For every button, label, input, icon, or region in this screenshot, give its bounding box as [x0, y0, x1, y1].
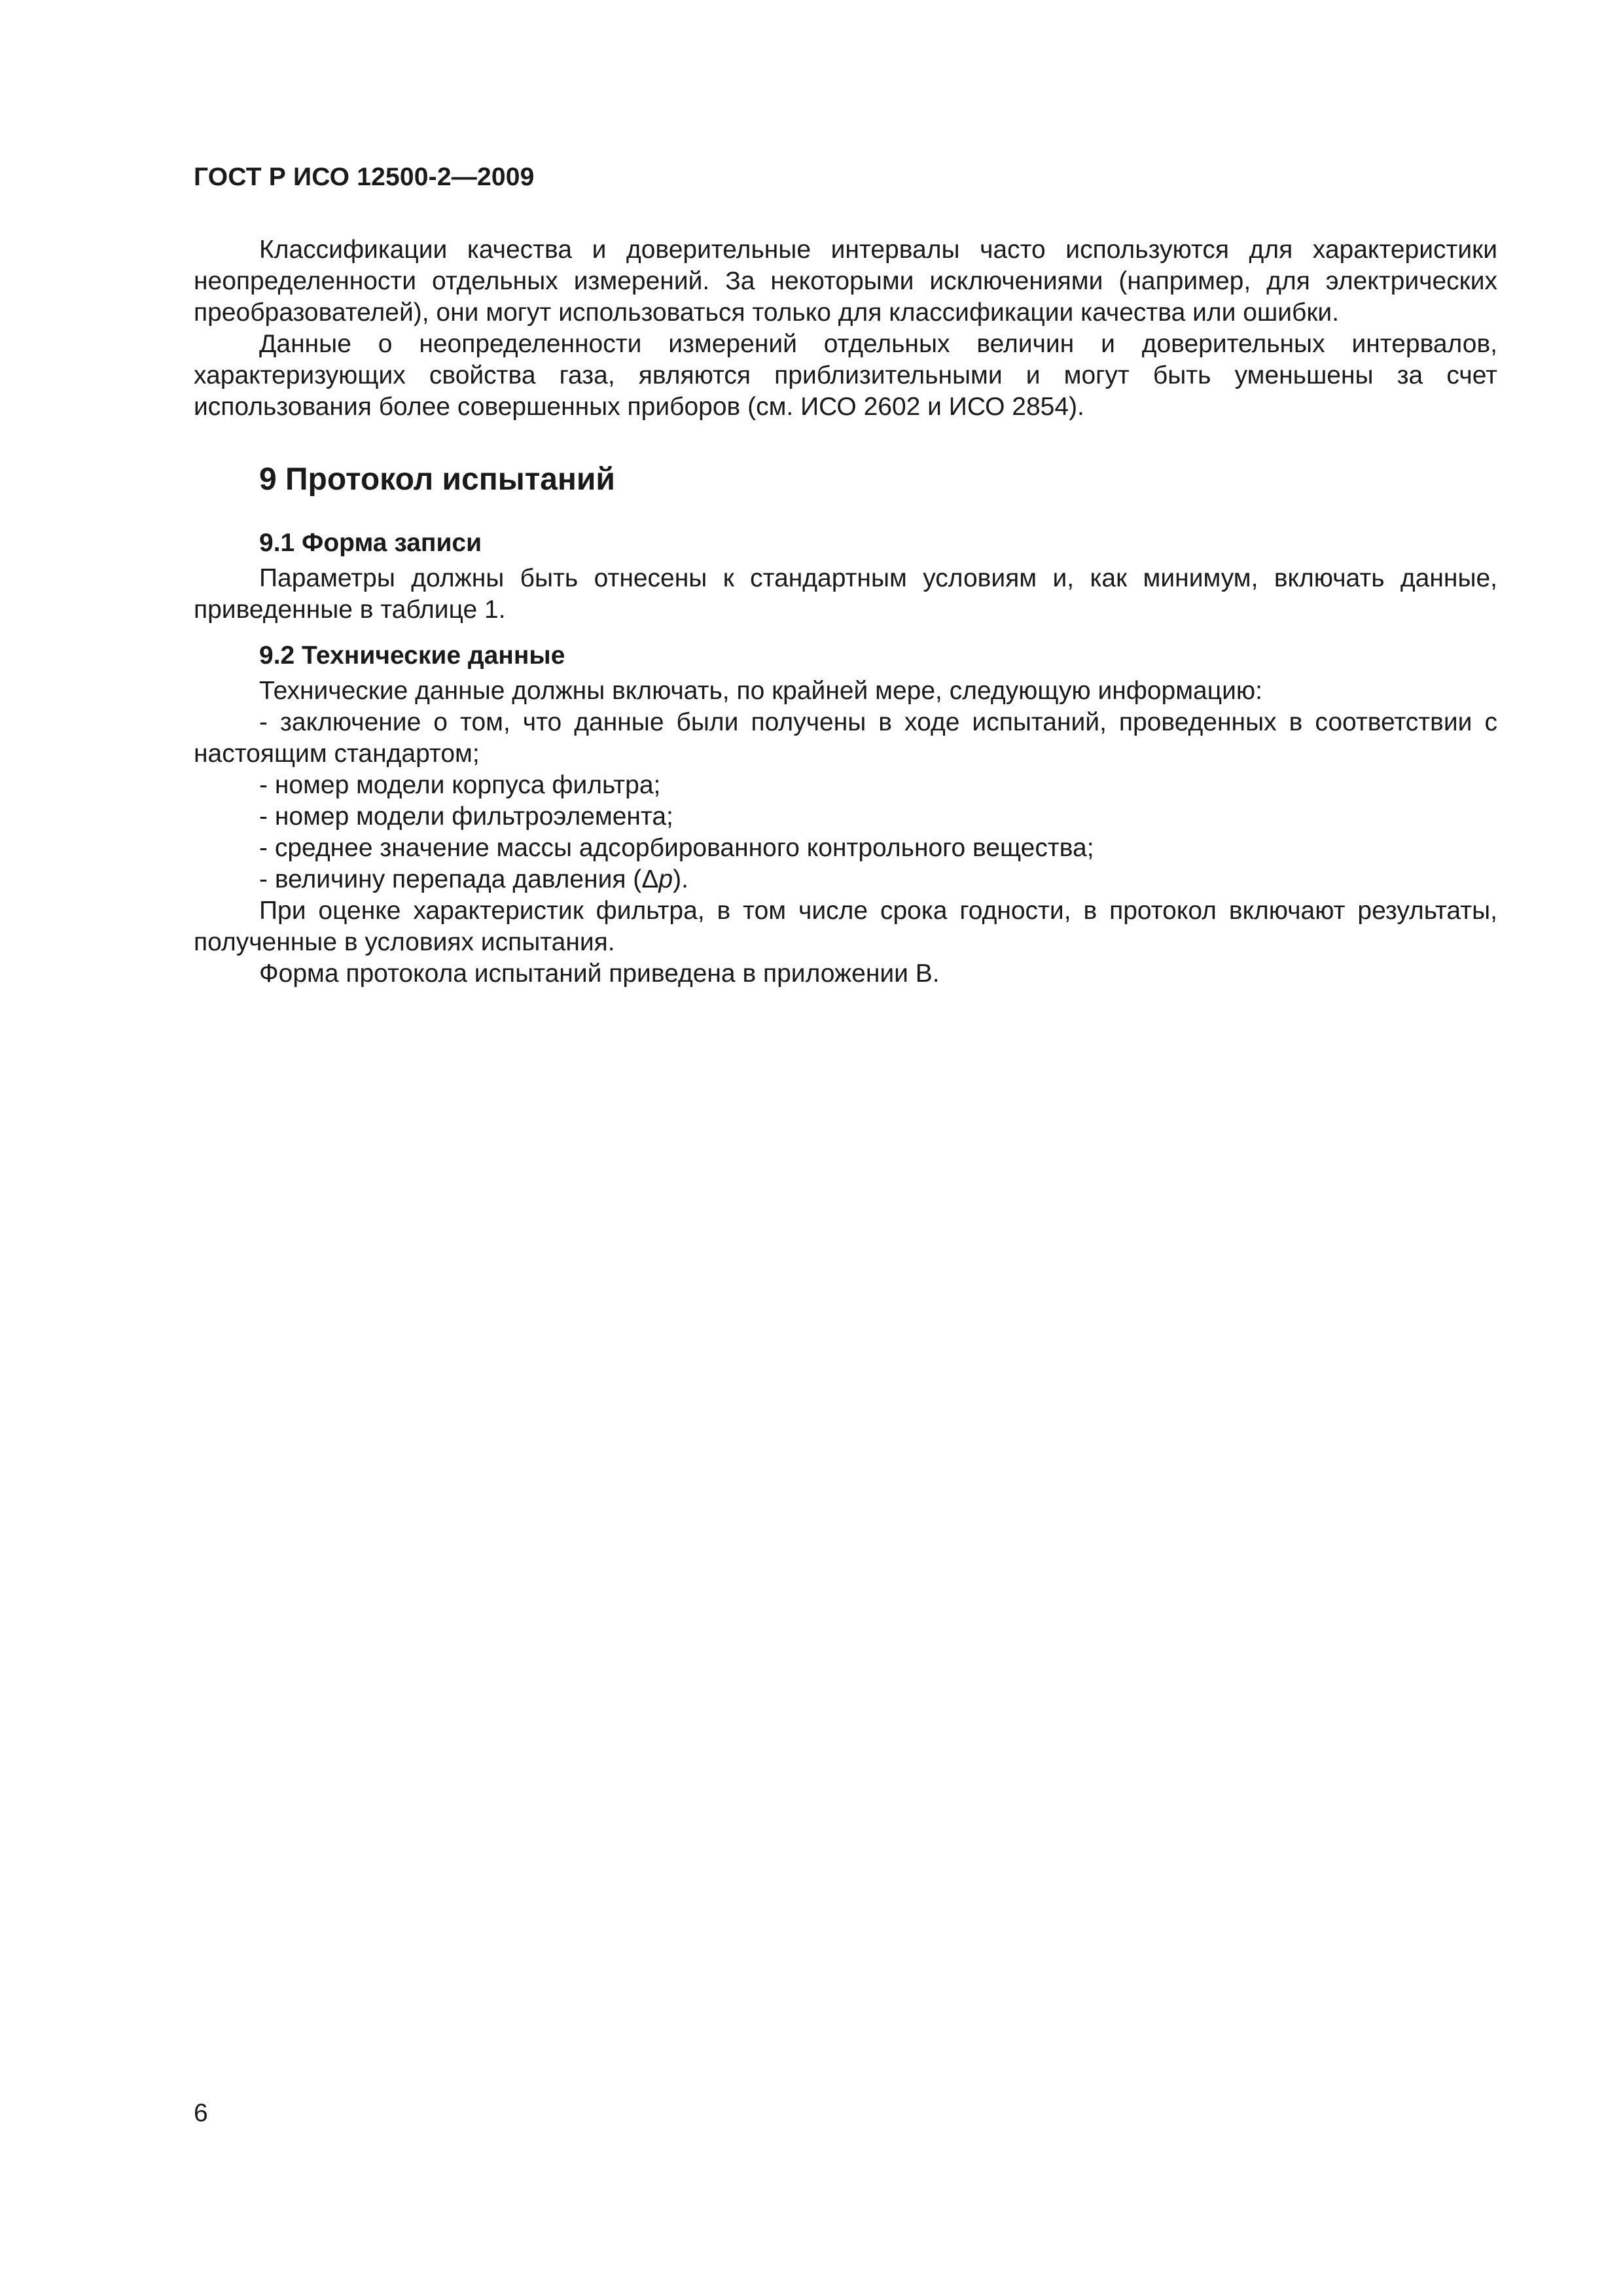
list-dash: - [259, 802, 268, 831]
list-dash: - [259, 865, 268, 893]
subsection-9-1-text: Параметры должны быть отнесены к стандартным условиям и, как минимум, включать данные, приведенные в таблице 1. [194, 564, 1497, 624]
intro-paragraph-2: Данные о неопределенности измерений отдельных величин и доверительных интервалов, характеризующих свойства газа, являются приблизительными и могут быть уменьшены за счет использования более совершенных приборов (см. ИСО 2602 и ИСО 2854). [194, 330, 1497, 421]
subsection-9-1-title: 9.1 Форма записи [259, 529, 482, 557]
list-dash: - [259, 834, 268, 862]
intro-paragraph-1: Классификации качества и доверительные интервалы часто используются для характеристики неопределенности отдельных измерений. За некоторыми исключениями (например, для электрических преобразователей), они могут использоваться только для классификации качества или ошибки. [194, 236, 1497, 327]
list-item [194, 864, 1497, 895]
page-content [194, 234, 1497, 990]
list-item-text: номер модели корпуса фильтра; [274, 771, 661, 799]
document-header: ГОСТ Р ИСО 12500-2—2009 [194, 163, 535, 191]
list-item-text-prefix: величину перепада давления ( [274, 865, 642, 893]
subsection-9-2-intro: Технические данные должны включать, по крайней мере, следующую информацию: [259, 677, 1262, 705]
list-item [194, 770, 1497, 801]
list-item [194, 833, 1497, 864]
list-item [194, 801, 1497, 833]
after-paragraph-2: Форма протокола испытаний приведена в приложении В. [259, 960, 940, 988]
list-item-text: среднее значение массы адсорбированного контрольного вещества; [274, 834, 1094, 862]
technical-data-list [194, 707, 1497, 895]
list-dash: - [259, 708, 268, 736]
after-paragraph-1: При оценке характеристик фильтра, в том числе срока годности, в протокол включают результаты, полученные в условиях испытания. [194, 897, 1497, 956]
subsection-9-2-title: 9.2 Технические данные [259, 641, 565, 670]
section-9-title: 9 Протокол испытаний [259, 462, 615, 497]
list-item-text-suffix: ). [673, 865, 688, 893]
list-dash: - [259, 771, 268, 799]
delta-symbol: Δ [641, 865, 659, 893]
pressure-variable: p [658, 865, 673, 893]
list-item [194, 707, 1497, 770]
list-item-text: заключение о том, что данные были получены в ходе испытаний, проведенных в соответствии с настоящим стандартом; [194, 708, 1497, 768]
page-number: 6 [194, 2099, 208, 2127]
list-item-text: номер модели фильтроэлемента; [274, 802, 673, 831]
